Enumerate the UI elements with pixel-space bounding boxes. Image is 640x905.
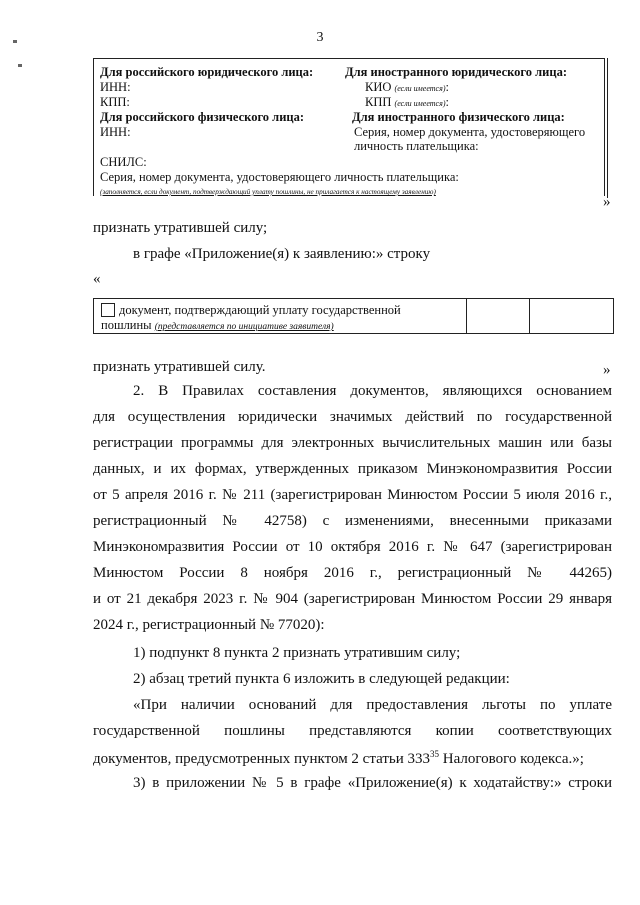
attachment-line2: пошлины	[101, 318, 152, 332]
margin-mark	[13, 40, 17, 43]
item2-line: и от 21 декабря 2023 г. № 904 (зарегистрирован Минюстом России 29 января	[93, 591, 612, 607]
kio-label: КИО	[365, 80, 392, 94]
kpp2-label: КПП	[365, 95, 392, 109]
item2-line: от 5 апреля 2016 г. № 211 (зарегистрирован Минюстом России 5 июля 2016 г.,	[93, 487, 612, 503]
paragraph: в графе «Приложение(я) к заявлению:» строку	[133, 246, 431, 262]
item2-line: регистрационный № 42758) с изменениями, внесенными приказами	[93, 513, 612, 529]
item2-line: данных, и их формах, утвержденных приказом Минэкономразвития России	[93, 461, 612, 477]
ru-person-heading: Для российского физического лица:	[100, 110, 305, 124]
item2-line: 2. В Правилах составления документов, являющихся основанием	[133, 383, 612, 399]
quote-superscript: 35	[430, 749, 440, 759]
payer-details-table: Для российского юридического лица: ИНН: КПП: Для российского физического лица: ИНН: Для иностранного юридического лица: КИО (если имеется): КПП (если имеется): Для иностранного физического лица: Серия, номер документа, удостоверяющего личность плательщика: СНИЛС: Серия, номер документа, удостоверяющего личность плательщика: (заполняется, если документ, подтверждающий уплату пошлины, не прилагается к настоящему заявлению)	[93, 58, 605, 196]
close-quote: »	[603, 362, 611, 378]
ru-legal-heading: Для российского юридического лица:	[100, 65, 314, 79]
attachment-line1: документ, подтверждающий уплату государственной	[119, 303, 401, 317]
item2-line: регистрации программы для электронных вычислительных машин или базы	[93, 435, 612, 451]
kpp2-note: (если имеется)	[394, 99, 446, 108]
sub-item: 2) абзац третий пункта 6 изложить в следующей редакции:	[133, 671, 510, 687]
margin-mark	[18, 64, 22, 67]
quote-last-a: документов, предусмотренных пунктом 2 статьи 333	[93, 751, 431, 767]
sub-item: 3) в приложении № 5 в графе «Приложение(я) к ходатайству:» строки	[133, 775, 612, 791]
item2-line: Минэкономразвития России от 10 октября 2016 г. № 647 (зарегистрирован	[93, 539, 612, 555]
sub-item: 1) подпункт 8 пункта 2 признать утратившим силу;	[133, 645, 461, 661]
paragraph: признать утратившей силу.	[93, 359, 266, 375]
fill-note: (заполняется, если документ, подтверждающий уплату пошлины, не прилагается к настоящему заявлению)	[100, 188, 436, 196]
inn-label: ИНН:	[100, 80, 131, 94]
series-doc-foreign-1: Серия, номер документа, удостоверяющего	[354, 125, 586, 139]
attachment-note: (представляется по инициативе заявителя)	[154, 322, 334, 332]
snils-label: СНИЛС:	[100, 155, 147, 169]
quote-last-b: Налогового кодекса.»;	[439, 751, 584, 767]
quote-line: государственной пошлины представляются копии соответствующих	[93, 723, 612, 739]
series-doc-payer: Серия, номер документа, удостоверяющего личность плательщика:	[100, 170, 459, 184]
foreign-person-heading: Для иностранного физического лица:	[352, 110, 565, 124]
page-number: 3	[316, 30, 324, 45]
kio-note: (если имеется)	[394, 84, 446, 93]
item2-line: для осуществления юридически значимых действий по государственной	[93, 409, 612, 425]
item2-line: 2024 г., регистрационный № 77020):	[93, 617, 325, 633]
quote-line: «При наличии оснований для предоставления льготы по уплате	[133, 697, 612, 713]
kpp-label: КПП:	[100, 95, 130, 109]
inn2-label: ИНН:	[100, 125, 131, 139]
close-quote: »	[603, 194, 611, 210]
paragraph: признать утратившей силу;	[93, 220, 268, 236]
attachment-row-table	[93, 298, 614, 334]
open-quote: «	[93, 271, 101, 287]
item2-line: Минюстом России 8 ноября 2016 г., регистрационный № 44265)	[93, 565, 612, 581]
series-doc-foreign-2: личность плательщика:	[354, 139, 479, 153]
checkbox	[101, 303, 115, 317]
foreign-legal-heading: Для иностранного юридического лица:	[345, 65, 567, 79]
